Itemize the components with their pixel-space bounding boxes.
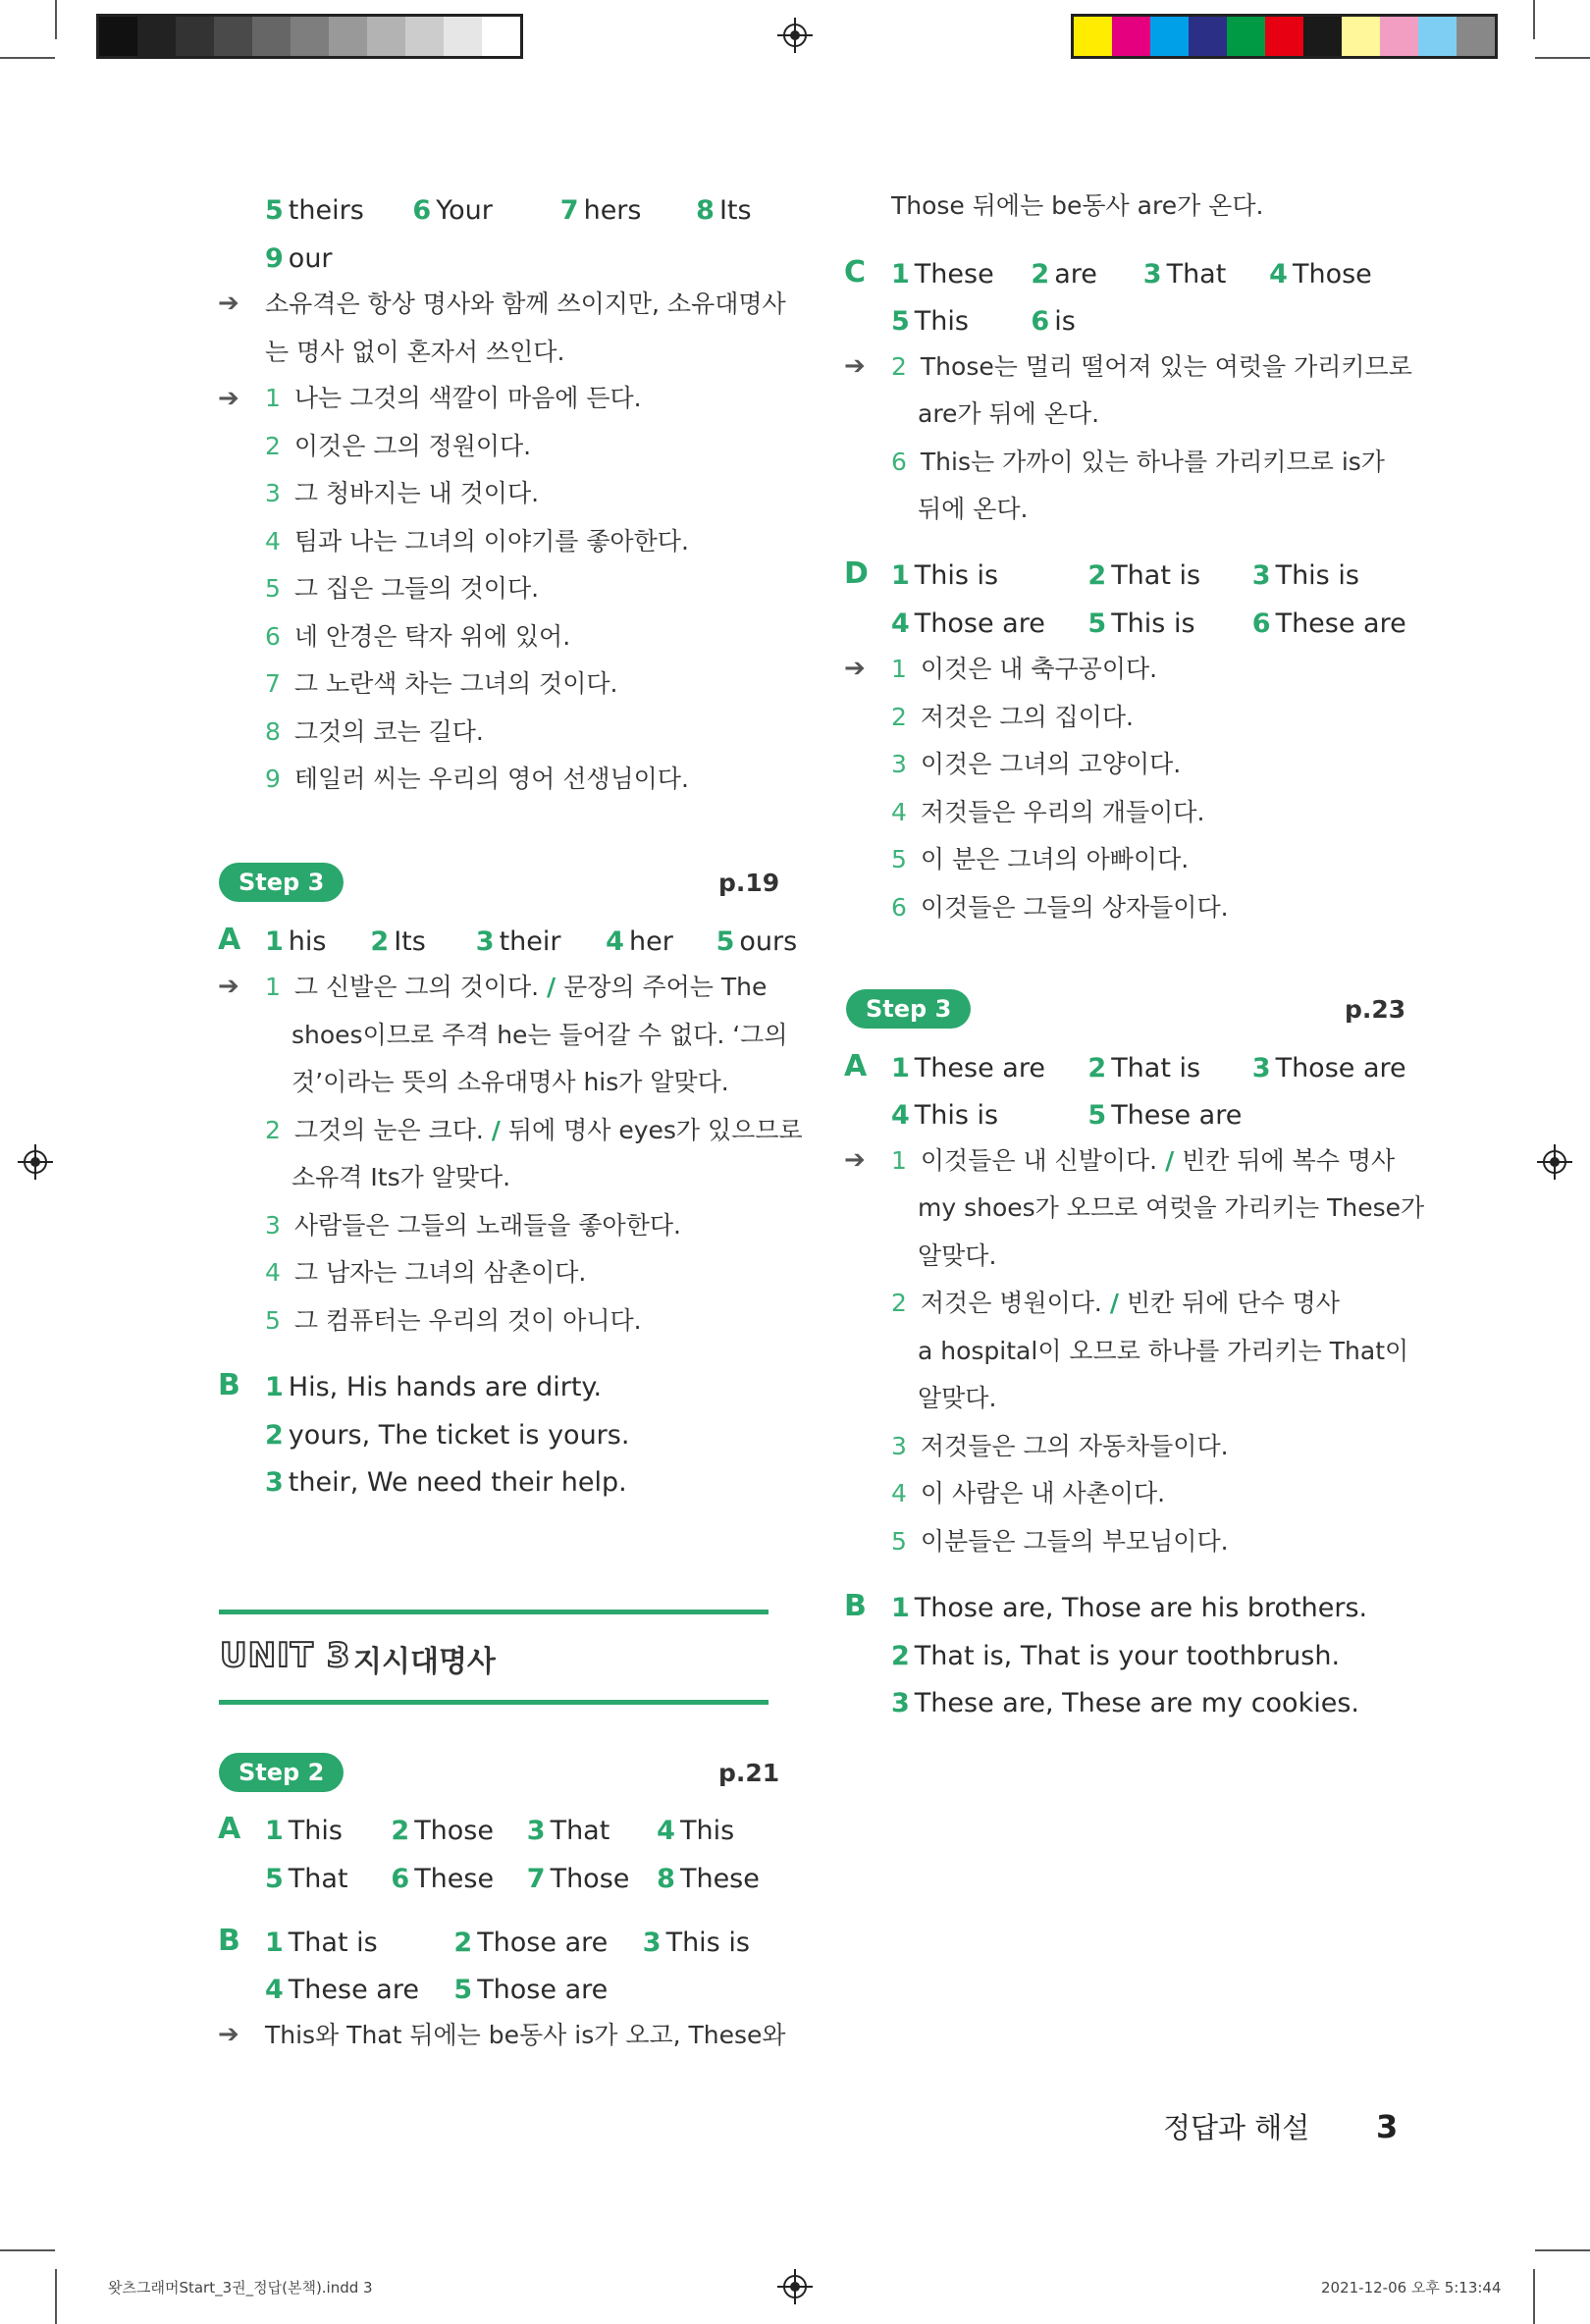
color-swatch — [1189, 17, 1227, 56]
translation-line — [265, 569, 539, 608]
crop-mark — [0, 2249, 55, 2251]
item-number: 8 — [265, 716, 281, 746]
item-number: 1 — [265, 1372, 284, 1402]
translation-line — [265, 379, 642, 418]
crop-mark — [1533, 2269, 1535, 2324]
gray-swatch-strip — [96, 14, 523, 59]
arrow-icon: ➔ — [218, 289, 239, 318]
explanation-line: 2 그것의 눈은 크다. / 뒤에 명사 eyes가 있으므로 — [265, 1116, 803, 1144]
item-text: 나는 그것의 색깔이 마음에 든다. — [293, 384, 642, 412]
explanation-line: a hospital이 오므로 하나를 가리키는 That이 — [918, 1337, 1409, 1365]
item-text: 이것들은 그들의 상자들이다. — [920, 892, 1229, 922]
translation-line — [891, 840, 1189, 879]
explanation-line: 1 이것들은 내 신발이다. / 빈칸 뒤에 복수 명사 — [891, 1146, 1396, 1175]
item-number: 6 — [891, 892, 907, 922]
item-number: 6 — [265, 621, 281, 651]
color-swatch — [252, 17, 291, 56]
answer-row — [891, 1684, 1359, 1723]
registration-mark-icon — [18, 1144, 53, 1180]
section-letter: A — [218, 1812, 241, 1846]
item-text: 그 노란색 차는 그녀의 것이다. — [293, 669, 618, 698]
answer-row: 4 Those are 5 This is 6 These are — [891, 608, 1406, 639]
translation-line — [891, 793, 1204, 832]
color-swatch — [99, 17, 137, 56]
item-text: 이것은 그의 정원이다. — [293, 431, 532, 460]
explanation-line: Those 뒤에는 be동사 are가 온다. — [891, 191, 1264, 220]
registration-mark-icon — [1537, 1144, 1572, 1180]
page-number: 3 — [1376, 2108, 1399, 2145]
explanation-line: 6 This는 가까이 있는 하나를 가리키므로 is가 — [891, 448, 1385, 476]
answer-row — [891, 1637, 1340, 1676]
section-letter: B — [844, 1589, 867, 1623]
color-swatch — [1112, 17, 1150, 56]
answer-row — [891, 1589, 1367, 1628]
item-number: 3 — [891, 1688, 910, 1718]
item-number: 4 — [265, 526, 281, 555]
item-text: His, His hands are dirty. — [288, 1372, 603, 1402]
answer-row: 1 This is 2 That is 3 This is — [891, 560, 1359, 591]
item-number: 2 — [891, 702, 907, 731]
footer-title: 정답과 해설 — [1163, 2111, 1310, 2144]
explanation-line: my shoes가 오므로 여럿을 가리키는 These가 — [918, 1193, 1425, 1222]
item-number: 5 — [891, 845, 907, 873]
color-swatch — [1303, 17, 1342, 56]
explanation-line: 1 그 신발은 그의 것이다. / 문장의 주어는 The — [265, 973, 768, 1001]
translation-line — [265, 760, 689, 799]
crop-mark — [1535, 57, 1590, 59]
color-swatch — [1380, 17, 1418, 56]
explanation-line: 4 이 사람은 내 사촌이다. — [891, 1479, 1166, 1507]
color-swatch-strip — [1071, 14, 1498, 59]
page-reference: p.23 — [1345, 995, 1406, 1024]
color-swatch — [1418, 17, 1457, 56]
item-text: These are, These are my cookies. — [914, 1688, 1359, 1718]
explanation-line: 소유격 Its가 알맞다. — [292, 1163, 511, 1191]
crop-mark — [55, 0, 57, 39]
color-swatch — [1457, 17, 1495, 56]
item-text: 그 청바지는 내 것이다. — [293, 479, 540, 507]
explanation-line: are가 뒤에 온다. — [918, 399, 1100, 428]
translation-line — [265, 713, 484, 752]
arrow-icon: ➔ — [844, 351, 866, 381]
item-number: 2 — [891, 1640, 910, 1671]
translation-line — [891, 698, 1134, 737]
answer-row — [265, 1463, 627, 1503]
color-swatch — [1342, 17, 1380, 56]
translation-line — [265, 474, 539, 513]
item-text: 그 집은 그들의 것이다. — [293, 574, 540, 603]
crop-mark — [1533, 0, 1535, 39]
item-text: Those are, Those are his brothers. — [914, 1593, 1368, 1623]
registration-mark-icon — [777, 18, 813, 53]
answer-row: 5 theirs 6 Your 7 hers 8 Its — [265, 195, 752, 226]
step-badge: Step 3 — [219, 863, 344, 902]
translation-line — [891, 650, 1157, 689]
explanation-line: 알맞다. — [918, 1384, 997, 1412]
item-number: 3 — [265, 1467, 284, 1498]
explanation-line: 3 사람들은 그들의 노래들을 좋아한다. — [265, 1211, 681, 1240]
page-reference: p.19 — [718, 869, 780, 897]
explanation-line: 알맞다. — [918, 1241, 997, 1270]
color-swatch — [482, 17, 520, 56]
item-text: That is, That is your toothbrush. — [914, 1640, 1341, 1671]
translation-line — [891, 745, 1181, 784]
answer-row: 1 This 2 Those 3 That 4 This — [265, 1816, 735, 1846]
item-text: 이것은 그녀의 고양이다. — [920, 750, 1182, 778]
color-swatch — [1227, 17, 1265, 56]
color-swatch — [291, 17, 329, 56]
answer-row: 4 This is 5 These are — [891, 1100, 1243, 1131]
crop-mark — [0, 57, 55, 59]
section-letter: D — [844, 556, 869, 591]
color-swatch — [214, 17, 252, 56]
step-badge: Step 2 — [219, 1753, 344, 1792]
item-text: yours, The ticket is yours. — [288, 1419, 630, 1451]
crop-mark — [1535, 2249, 1590, 2251]
item-number: 3 — [265, 479, 281, 507]
arrow-icon: ➔ — [218, 384, 239, 413]
unit-divider — [219, 1700, 768, 1705]
item-text: 네 안경은 탁자 위에 있어. — [293, 621, 571, 651]
item-number: 2 — [265, 431, 281, 460]
answer-row: 1 his 2 Its 3 their 4 her 5 ours — [265, 926, 798, 957]
item-number: 3 — [891, 750, 907, 778]
arrow-icon: ➔ — [218, 2020, 239, 2049]
explanation-line: 2 저것은 병원이다. / 빈칸 뒤에 단수 명사 — [891, 1289, 1340, 1317]
print-slug-date: 2021-12-06 오후 5:13:44 — [1321, 2279, 1502, 2297]
arrow-icon: ➔ — [844, 1145, 866, 1175]
explanation-line: 는 명사 없이 혼자서 쓰인다. — [265, 338, 565, 366]
explanation-line: 4 그 남자는 그녀의 삼촌이다. — [265, 1258, 587, 1287]
explanation-line: 2 Those는 멀리 떨어져 있는 여럿을 가리키므로 — [891, 352, 1412, 381]
item-text: 이것은 내 축구공이다. — [920, 655, 1158, 683]
explanation-line: 5 이분들은 그들의 부모님이다. — [891, 1527, 1229, 1556]
explanation-line: 3 저것들은 그의 자동차들이다. — [891, 1432, 1229, 1460]
item-number: 5 — [265, 574, 281, 603]
arrow-icon: ➔ — [844, 654, 866, 683]
translation-line — [265, 522, 689, 561]
explanation-line: 소유격은 항상 명사와 함께 쓰이지만, 소유대명사 — [265, 290, 786, 318]
item-number: 1 — [891, 655, 907, 683]
item-number: 9 — [265, 765, 281, 793]
explanation-line: 5 그 컴퓨터는 우리의 것이 아니다. — [265, 1306, 642, 1335]
registration-mark-icon — [777, 2269, 813, 2304]
item-text: their, We need their help. — [288, 1467, 627, 1498]
translation-line — [265, 427, 531, 466]
answer-row: 9 our — [265, 243, 333, 274]
section-letter: A — [218, 923, 241, 957]
color-swatch — [1150, 17, 1189, 56]
page-reference: p.21 — [718, 1759, 780, 1787]
color-swatch — [1074, 17, 1112, 56]
item-number: 1 — [891, 1593, 910, 1623]
answer-row: 1 These 2 are 3 That 4 Those — [891, 259, 1372, 290]
color-swatch — [176, 17, 214, 56]
color-swatch — [405, 17, 444, 56]
translation-line — [265, 664, 617, 704]
item-number: 1 — [265, 384, 281, 412]
item-text: 저것들은 우리의 개들이다. — [920, 797, 1205, 826]
item-text: 테일러 씨는 우리의 영어 선생님이다. — [293, 765, 689, 793]
explanation-line: 뒤에 온다. — [918, 495, 1029, 523]
arrow-icon: ➔ — [218, 972, 239, 1001]
crop-mark — [55, 2269, 57, 2324]
color-swatch — [444, 17, 482, 56]
item-text: 저것은 그의 집이다. — [920, 702, 1134, 731]
explanation-line: shoes이므로 주격 he는 들어갈 수 없다. ‘그의 — [292, 1021, 788, 1049]
answer-row: 5 This 6 is — [891, 306, 1076, 337]
color-swatch — [1265, 17, 1303, 56]
unit-divider — [219, 1610, 768, 1614]
section-letter: A — [844, 1049, 868, 1083]
answer-row: 1 That is 2 Those are 3 This is — [265, 1928, 750, 1958]
answer-row: 1 These are 2 That is 3 Those are — [891, 1053, 1406, 1083]
color-swatch — [367, 17, 405, 56]
unit-logo: UNIT 3 — [220, 1636, 351, 1675]
answer-row — [265, 1416, 629, 1455]
item-number: 4 — [891, 797, 907, 826]
answer-row — [265, 1368, 602, 1407]
color-swatch — [137, 17, 176, 56]
item-text: 이 분은 그녀의 아빠이다. — [920, 845, 1190, 873]
section-letter: C — [844, 255, 867, 290]
item-text: 그것의 코는 길다. — [293, 716, 484, 746]
item-number: 7 — [265, 669, 281, 698]
print-slug-file: 왓츠그래머Start_3권_정답(본책).indd 3 — [108, 2279, 373, 2297]
translation-line — [265, 617, 570, 657]
explanation-line: This와 That 뒤에는 be동사 is가 오고, These와 — [265, 2021, 786, 2049]
item-text: 팀과 나는 그녀의 이야기를 좋아한다. — [293, 526, 689, 555]
explanation-line: 것’이라는 뜻의 소유대명사 his가 알맞다. — [292, 1068, 729, 1096]
color-swatch — [329, 17, 367, 56]
section-letter: B — [218, 1368, 240, 1402]
item-number: 2 — [265, 1419, 284, 1451]
answer-row: 5 That 6 These 7 Those 8 These — [265, 1864, 760, 1894]
unit-title: 지시대명사 — [353, 1645, 496, 1679]
step-badge: Step 3 — [846, 989, 971, 1029]
translation-line — [891, 888, 1229, 927]
section-letter: B — [218, 1924, 240, 1958]
answer-row: 4 These are 5 Those are — [265, 1975, 609, 2005]
